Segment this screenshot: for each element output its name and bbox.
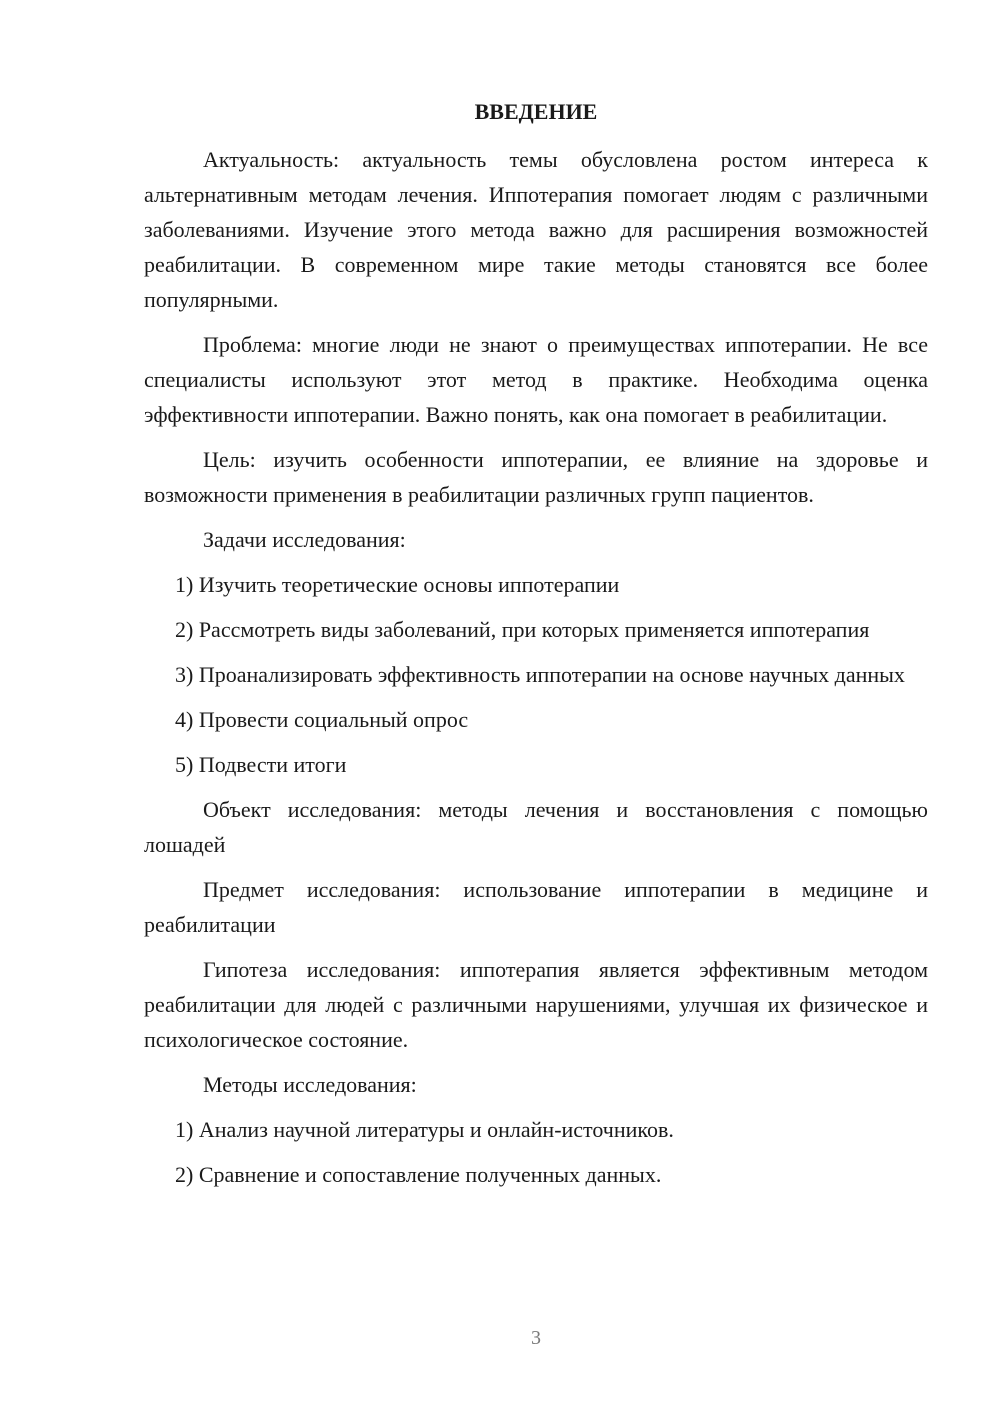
page-number: 3 — [531, 1327, 541, 1349]
list-item: 2) Сравнение и сопоставление полученных данных. — [175, 1162, 662, 1187]
document-body — [144, 142, 928, 1192]
document-page — [144, 94, 928, 1202]
paragraph: Проблема: многие люди не знают о преимуществах иппотерапии. Не все специалисты используют этот метод в практике. Необходима оценка эффективности иппотерапии. Важно понять, как она помогает в реабилитации. — [144, 332, 928, 427]
list-item: 5) Подвести итоги — [175, 752, 347, 777]
paragraph: Объект исследования: методы лечения и восстановления с помощью лошадей — [144, 797, 928, 857]
paragraph: Цель: изучить особенности иппотерапии, ее влияние на здоровье и возможности применения в реабилитации различных групп пациентов. — [144, 447, 928, 507]
paragraph: Задачи исследования: — [203, 527, 406, 552]
list-item: 2) Рассмотреть виды заболеваний, при которых применяется иппотерапия — [175, 617, 870, 642]
paragraph: Гипотеза исследования: иппотерапия является эффективным методом реабилитации для людей с различными нарушениями, улучшая их физическое и психологическое состояние. — [144, 957, 928, 1052]
list-item: 4) Провести социальный опрос — [175, 707, 469, 732]
paragraph: Актуальность: актуальность темы обусловлена ростом интереса к альтернативным методам лечения. Иппотерапия помогает людям с различными заболеваниями. Изучение этого метода важно для расширения возможностей реабилитации. В современном мире такие методы становятся все более популярными. — [144, 147, 928, 312]
list-item: 1) Анализ научной литературы и онлайн-источников. — [175, 1117, 674, 1142]
paragraph: Предмет исследования: использование иппотерапии в медицине и реабилитации — [144, 877, 928, 937]
section-title: ВВЕДЕНИЕ — [474, 99, 598, 124]
list-item: 1) Изучить теоретические основы иппотерапии — [175, 572, 620, 597]
paragraph: Методы исследования: — [203, 1072, 417, 1097]
list-item: 3) Проанализировать эффективность иппотерапии на основе научных данных — [175, 662, 905, 687]
